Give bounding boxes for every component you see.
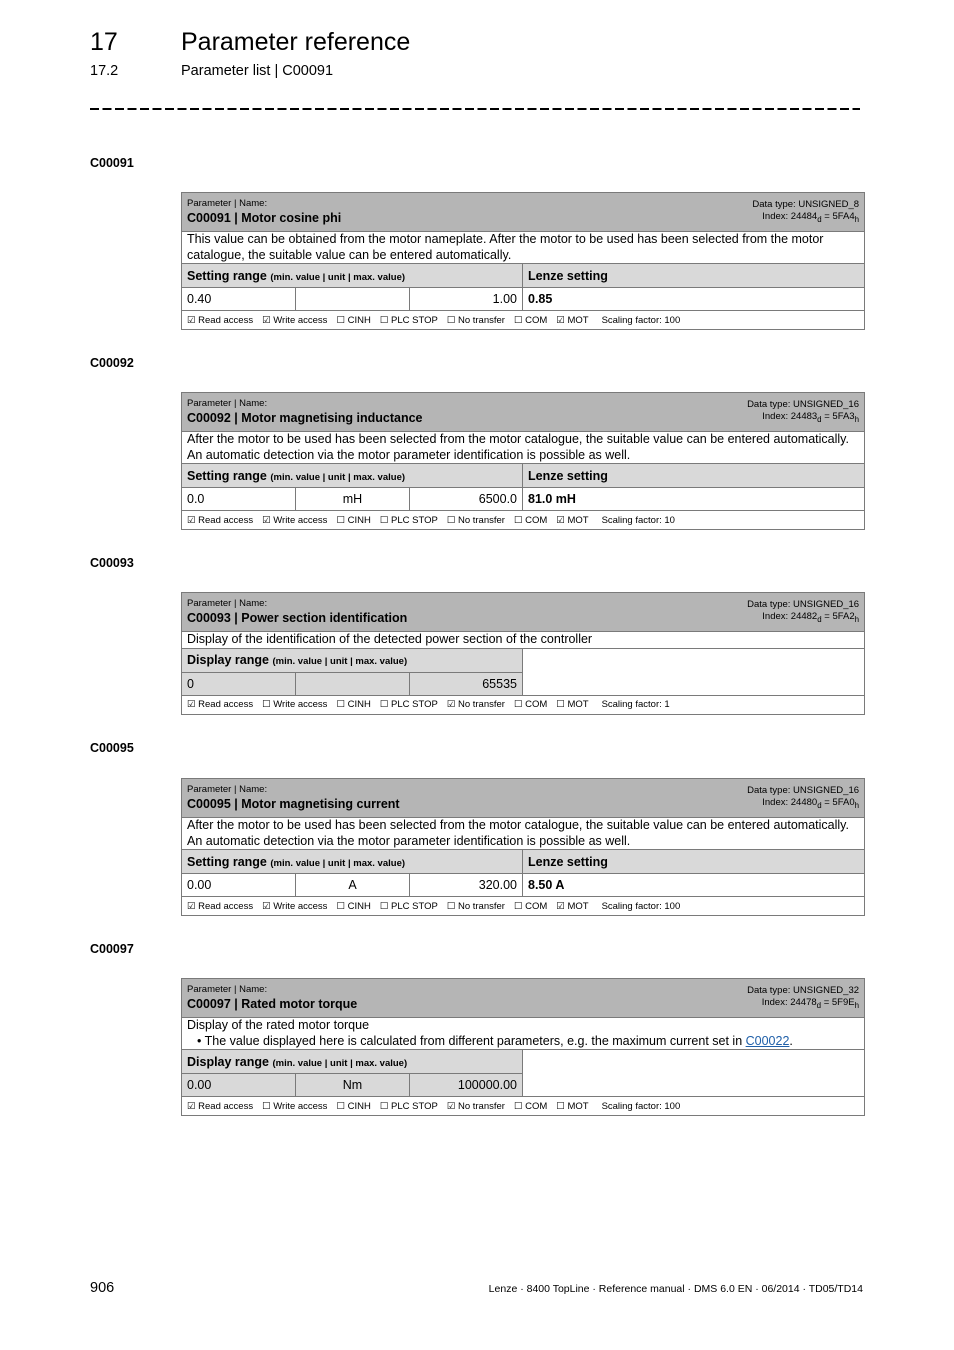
- param-description: Display of the identification of the detected power section of the controller: [182, 632, 865, 649]
- param-heading: C00097: [90, 942, 134, 956]
- param-heading: C00093: [90, 556, 134, 570]
- param-heading: C00092: [90, 356, 134, 370]
- param-name-label: Parameter | Name:: [187, 598, 268, 609]
- setting-range-label: Setting range (min. value | unit | max. value): [182, 850, 523, 874]
- lenze-setting-value: 0.85: [523, 288, 865, 311]
- section-title: Parameter list | C00091: [181, 63, 334, 79]
- chapter-title: Parameter reference: [181, 28, 411, 56]
- index: Index: $24483_d = 5FA3_h$: [762, 411, 859, 424]
- scaling-factor: Scaling factor: 100: [601, 1100, 681, 1112]
- unit: mH: [296, 488, 410, 511]
- param-header: [182, 979, 865, 1018]
- param-name-label: Parameter | Name:: [187, 398, 268, 409]
- param-description: Display of the rated motor torque • The value displayed here is calculated from different parameters, e.g. the maximum current set in C00022.: [182, 1018, 865, 1050]
- param-name: C00092 | Motor magnetising inductance: [187, 411, 423, 425]
- max-value: 320.00: [410, 874, 523, 897]
- param-name: C00095 | Motor magnetising current: [187, 797, 400, 811]
- dashed-separator: [90, 108, 860, 110]
- data-type: Data type: UNSIGNED_16: [747, 599, 860, 610]
- index: Index: $24480_d = 5FA0_h$: [762, 797, 860, 810]
- access-flags: ☑ Read access ☑ Write access ☐ CINH ☐ PLC STOP ☐ No transfer ☐ COM ☑ MOT Scaling factor: 100: [182, 897, 865, 916]
- access-flags: ☑ Read access ☑ Write access ☐ CINH ☐ PLC STOP ☐ No transfer ☐ COM ☑ MOT Scaling factor: 10: [182, 511, 865, 530]
- setting-range-label: Setting range (min. value | unit | max. value): [182, 464, 523, 488]
- max-value: 1.00: [410, 288, 523, 311]
- unit: [296, 288, 410, 311]
- display-range-label: Display range (min. value | unit | max. value): [182, 648, 523, 672]
- setting-range-label: Setting range (min. value | unit | max. value): [182, 264, 523, 288]
- param-description: This value can be obtained from the motor nameplate. After the motor to be used has been selected from the motor catalogue, the suitable value can be entered automatically.: [182, 232, 865, 264]
- link-c00022[interactable]: C00022: [745, 1033, 790, 1048]
- scaling-factor: Scaling factor: 1: [601, 699, 670, 710]
- param-heading: C00095: [90, 741, 134, 755]
- scaling-factor: Scaling factor: 10: [601, 514, 675, 526]
- access-flags: ☑ Read access ☐ Write access ☐ CINH ☐ PLC STOP ☑ No transfer ☐ COM ☐ MOT Scaling factor: 100: [182, 1097, 865, 1116]
- unit: [296, 672, 410, 695]
- lenze-setting-value: 8.50 A: [523, 874, 865, 897]
- min-value: 0.00: [182, 874, 296, 897]
- scaling-factor: Scaling factor: 100: [601, 900, 681, 912]
- max-value: 6500.0: [410, 488, 523, 511]
- data-type: Data type: UNSIGNED_8: [752, 199, 860, 210]
- param-description: After the motor to be used has been selected from the motor catalogue, the suitable value can be entered automatically. An automatic detection via the motor parameter identification is possible as well.: [182, 432, 865, 464]
- lenze-setting-value: 81.0 mH: [523, 488, 865, 511]
- param-table-c00095: [181, 778, 865, 916]
- lenze-setting-label: Lenze setting: [523, 464, 865, 488]
- page-number: 906: [90, 1280, 115, 1296]
- data-type: Data type: UNSIGNED_32: [747, 985, 860, 996]
- index: Index: $24484_d = 5FA4_h$: [762, 211, 860, 224]
- empty-cell: [523, 648, 865, 695]
- access-flags: ☑ Read access ☑ Write access ☐ CINH ☐ PLC STOP ☐ No transfer ☐ COM ☑ MOT Scaling factor: 100: [182, 311, 865, 330]
- chapter-number: 17: [90, 28, 118, 56]
- unit: A: [296, 874, 410, 897]
- index: Index: $24478_d = 5F9E_h$: [761, 997, 860, 1010]
- param-header: [182, 593, 865, 632]
- param-table-c00097: [181, 978, 865, 1116]
- param-name-label: Parameter | Name:: [187, 784, 268, 795]
- data-type: Data type: UNSIGNED_16: [747, 785, 860, 796]
- bullet-note: • The value displayed here is calculated from different parameters, e.g. the maximum current set in C00022.: [197, 1033, 793, 1048]
- param-header: [182, 779, 865, 818]
- max-value: 100000.00: [410, 1074, 523, 1097]
- access-flags: ☑ Read access ☐ Write access ☐ CINH ☐ PLC STOP ☑ No transfer ☐ COM ☐ MOT Scaling factor: 1: [182, 695, 865, 714]
- unit: Nm: [296, 1074, 410, 1097]
- empty-cell: [523, 1050, 865, 1097]
- display-range-label: Display range (min. value | unit | max. value): [182, 1050, 523, 1074]
- min-value: 0.00: [182, 1074, 296, 1097]
- min-value: 0.0: [182, 488, 296, 511]
- param-name: C00091 | Motor cosine phi: [187, 211, 342, 225]
- param-name-label: Parameter | Name:: [187, 984, 268, 995]
- data-type: Data type: UNSIGNED_16: [747, 399, 859, 410]
- min-value: 0.40: [182, 288, 296, 311]
- param-table-c00091: [181, 192, 865, 330]
- param-name-label: Parameter | Name:: [187, 198, 268, 209]
- param-heading: C00091: [90, 156, 134, 170]
- section-number: 17.2: [90, 63, 119, 79]
- min-value: 0: [182, 672, 296, 695]
- param-table-c00093: [181, 592, 865, 715]
- param-header: [182, 393, 865, 432]
- lenze-setting-label: Lenze setting: [523, 850, 865, 874]
- param-table-c00092: [181, 392, 865, 530]
- lenze-setting-label: Lenze setting: [523, 264, 865, 288]
- param-description: After the motor to be used has been selected from the motor catalogue, the suitable value can be entered automatically. An automatic detection via the motor parameter identification is possible as well.: [182, 818, 865, 850]
- max-value: 65535: [410, 672, 523, 695]
- param-name: C00093 | Power section identification: [187, 611, 408, 625]
- document-info: Lenze · 8400 TopLine · Reference manual · DMS 6.0 EN · 06/2014 · TD05/TD14: [488, 1283, 863, 1295]
- param-name: C00097 | Rated motor torque: [187, 997, 358, 1011]
- scaling-factor: Scaling factor: 100: [601, 314, 681, 326]
- param-header: [182, 193, 865, 232]
- index: Index: $24482_d = 5FA2_h$: [762, 611, 860, 624]
